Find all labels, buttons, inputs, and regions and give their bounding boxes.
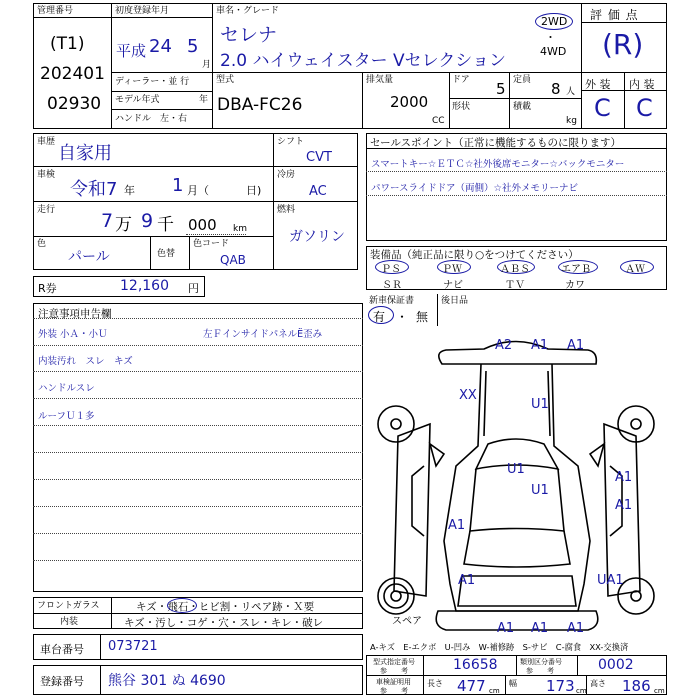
capacity-label: 定員	[513, 75, 532, 85]
month: 5	[187, 36, 199, 57]
front-glass-items: キズ・飛石・ヒビ割・リペア跡・Ｘ要	[136, 601, 315, 613]
mileage-guide	[186, 234, 246, 235]
drive-2wd: 2WD	[541, 15, 568, 28]
class-label: 類別区分番号	[520, 658, 562, 666]
kanri-num1: 202401	[40, 64, 105, 84]
fuel-value: ガソリン	[289, 229, 345, 245]
notes-guide	[33, 533, 363, 534]
mark-u1-center: U1	[531, 483, 549, 498]
height-label: 高さ	[590, 679, 606, 688]
history-value: 自家用	[58, 143, 112, 164]
color-label: 色	[37, 239, 47, 249]
equip-leather: カワ	[565, 280, 585, 291]
divider	[111, 17, 212, 18]
cc-unit: CC	[432, 116, 445, 126]
notes-guide	[33, 398, 363, 399]
history-label: 車歴	[37, 137, 56, 147]
hiseki-circle	[167, 598, 197, 613]
sen-unit: 千	[157, 215, 174, 235]
interior-items: キズ・汚し・コゲ・穴・スレ・キレ・破レ	[124, 617, 324, 629]
notes-guide	[33, 371, 363, 372]
class-value: 0002	[598, 657, 634, 673]
kg-unit: kg	[566, 116, 577, 126]
equipment-label: 装備品（純正品に限り○をつけてください）	[370, 249, 579, 261]
mark-a2: A2	[495, 338, 513, 353]
r-ken-value: 12,160	[120, 278, 169, 294]
score: (R)	[602, 28, 644, 61]
doors: 5	[496, 80, 506, 98]
chassis-label: 車台番号	[40, 643, 84, 656]
equip-sr: ＳＲ	[382, 280, 402, 291]
notes-label: 注意事項申告欄	[38, 308, 112, 320]
divider	[516, 655, 517, 675]
divider	[366, 675, 667, 676]
length-label: 長さ	[427, 679, 443, 688]
mark-a1-bottom-l: A1	[497, 621, 515, 636]
note-left-1: 外装 小Ａ・小Ｕ	[38, 329, 108, 340]
equip-tv: ＴＶ	[505, 280, 525, 291]
mark-a1-top-right: A1	[567, 338, 585, 353]
r-ken-frame	[33, 276, 205, 297]
divider	[449, 72, 450, 129]
notes-guide	[33, 452, 363, 453]
divider	[100, 665, 101, 695]
kanri-code: (T1)	[50, 34, 85, 54]
inspection-month: 1	[172, 175, 184, 196]
model-year-label: モデル年式	[115, 95, 160, 105]
divider	[273, 166, 358, 167]
divider	[150, 236, 151, 270]
mark-ua1: UA1	[597, 573, 624, 588]
type-spec-value: 16658	[453, 657, 498, 673]
warranty-sep: ・	[396, 310, 409, 324]
divider	[449, 98, 581, 99]
notes-guide	[33, 479, 363, 480]
car-name-label: 車名・グレード	[216, 6, 280, 16]
cert-sub: 参 考	[380, 687, 408, 695]
equip-airbag: エアＢ	[561, 264, 591, 275]
shift-label: シフト	[277, 137, 305, 147]
notes-guide	[33, 425, 363, 426]
car-name: セレナ	[220, 24, 278, 46]
mark-a1-top-mid: A1	[531, 338, 549, 353]
first-reg-label: 初度登録年月	[115, 6, 170, 16]
drive-dot: ・	[545, 31, 556, 44]
chassis-value: 073721	[108, 639, 158, 654]
dealer-label: ディーラー・並 行	[115, 77, 190, 87]
mark-u1-left: U1	[507, 462, 525, 477]
shift-value: CVT	[306, 150, 332, 165]
divider	[33, 236, 273, 237]
mark-a1-left: A1	[448, 518, 466, 533]
capacity-unit: 人	[566, 87, 576, 97]
spare-label: スペア	[392, 616, 422, 627]
divider	[212, 3, 213, 129]
type-spec-sub: 参 考	[380, 667, 408, 675]
equip-ps: ＰＳ	[381, 264, 401, 275]
width-label: 幅	[509, 679, 517, 688]
ac-label: 冷房	[277, 170, 296, 180]
note-left-3: ハンドルスレ	[38, 383, 95, 394]
sales-line2: パワースライドドア（両側）☆社外メモリーナビ	[371, 183, 578, 194]
era: 平成	[116, 42, 147, 60]
interior-label: 内 装	[629, 78, 655, 91]
km-unit: km	[233, 224, 247, 234]
mark-a1-right-low: A1	[615, 498, 633, 513]
divider	[111, 91, 212, 92]
divider	[624, 72, 625, 129]
reg-value: 熊谷 301 ぬ 4690	[108, 673, 226, 689]
sales-line1: スマートキー☆ＥＴＣ☆社外後席モニター☆バックモニター	[371, 159, 625, 170]
divider	[423, 655, 424, 695]
note-right-1: 左ＦインサイドパネルЁ歪み	[203, 329, 323, 340]
length-cm: cm	[489, 687, 500, 695]
inspection-label: 車検	[37, 170, 56, 180]
fuel-label: 燃料	[277, 205, 296, 215]
notes-guide	[33, 506, 363, 507]
kanri-num2: 02930	[47, 94, 102, 114]
divider	[362, 72, 363, 129]
divider	[505, 675, 506, 695]
divider	[33, 17, 111, 18]
interior-grade: C	[636, 94, 653, 122]
equip-abs: ＡＢＳ	[500, 264, 530, 275]
displacement: 2000	[390, 93, 429, 111]
yen-unit: 円	[188, 282, 199, 295]
mark-u1-hood: U1	[531, 397, 549, 412]
divider	[33, 201, 273, 202]
model-type: DBA-FC26	[217, 95, 303, 115]
grade: 2.0 ハイウェイスター Vセレクション	[220, 51, 506, 71]
divider	[111, 109, 212, 110]
mark-xx: XX	[459, 388, 477, 403]
mark-a1-bottom-m: A1	[531, 621, 549, 636]
sales-guide	[366, 195, 667, 196]
height-value: 186	[622, 677, 651, 695]
class-sub: 参 考	[526, 667, 554, 675]
notes-guide	[33, 345, 363, 346]
note-left-4: ルーフＵ１多	[38, 411, 95, 422]
equip-aw: ＡＷ	[625, 264, 645, 275]
exterior-grade: C	[594, 94, 611, 122]
color-code: QAB	[220, 253, 246, 267]
mileage-man: 7	[101, 210, 114, 232]
era-year: 24	[149, 36, 172, 57]
capacity: 8	[551, 80, 561, 98]
width-cm: cm	[576, 687, 587, 695]
divider	[100, 634, 101, 660]
displacement-label: 排気量	[366, 75, 394, 85]
warranty-yes: 有	[373, 310, 386, 324]
divider	[111, 3, 112, 129]
divider	[33, 166, 273, 167]
damage-legend: A-キズ E-エクボ U-凹み W-補修跡 S-サビ C-腐食 XX-交換済	[370, 642, 629, 652]
drive-4wd: 4WD	[540, 45, 567, 58]
ac-value: AC	[309, 184, 327, 199]
warranty-label: 新車保証書	[369, 296, 415, 306]
color-code-label: 色コード	[193, 239, 230, 249]
man-unit: 万	[115, 215, 132, 235]
color-change-label: 色替	[157, 249, 176, 259]
length-value: 477	[457, 677, 486, 695]
divider	[577, 655, 578, 675]
mileage-sen: 9	[141, 210, 154, 232]
sales-guide	[366, 171, 667, 172]
sales-label: セールスポイント（正常に機能するものに限ります）	[370, 137, 622, 149]
kanri-label: 管理番号	[37, 6, 74, 16]
equip-pw: ＰＷ	[442, 264, 462, 275]
later-label: 後日品	[441, 296, 469, 306]
divider	[509, 72, 510, 129]
inspection-era: 令和7	[70, 179, 118, 200]
interior-glass-label: 内装	[60, 617, 79, 627]
score-label: 評 価 点	[590, 8, 639, 22]
note-left-2: 内装汚れ スレ キズ	[38, 356, 133, 367]
equip-navi: ナビ	[443, 280, 463, 291]
divider	[437, 294, 438, 326]
door-label: ドア	[452, 75, 470, 85]
handle-label: ハンドル 左・右	[115, 114, 188, 124]
year-unit: 年	[199, 95, 209, 105]
inspection-year-unit: 年	[124, 184, 135, 197]
mileage-rest: 000	[188, 216, 217, 234]
width-value: 173	[546, 677, 575, 695]
inspection-day-unit: 日)	[246, 184, 262, 197]
notes-guide	[33, 318, 363, 319]
month-unit: 月	[202, 60, 212, 70]
front-glass-label: フロントガラス	[37, 601, 100, 611]
divider	[273, 201, 358, 202]
mileage-label: 走行	[37, 205, 56, 215]
type-spec-label: 型式指定番号	[373, 658, 415, 666]
color-value: パール	[68, 249, 110, 265]
divider	[111, 72, 667, 73]
mark-a1-bottom-r: A1	[567, 621, 585, 636]
load-label: 積載	[513, 102, 532, 112]
exterior-label: 外 装	[585, 78, 611, 91]
cert-label: 車検証明用	[376, 678, 411, 686]
reg-label: 登録番号	[40, 675, 84, 688]
height-cm: cm	[654, 687, 665, 695]
mark-a1-right-up: A1	[615, 470, 633, 485]
divider	[189, 236, 190, 270]
warranty-no: 無	[416, 310, 429, 324]
notes-frame	[33, 303, 363, 592]
notes-guide	[33, 560, 363, 561]
model-type-label: 型式	[216, 75, 235, 85]
shape-label: 形状	[452, 102, 471, 112]
mark-a1-rear-left: A1	[458, 573, 476, 588]
r-ken-label: R券	[38, 282, 57, 295]
inspection-month-unit: 月（	[187, 184, 209, 197]
